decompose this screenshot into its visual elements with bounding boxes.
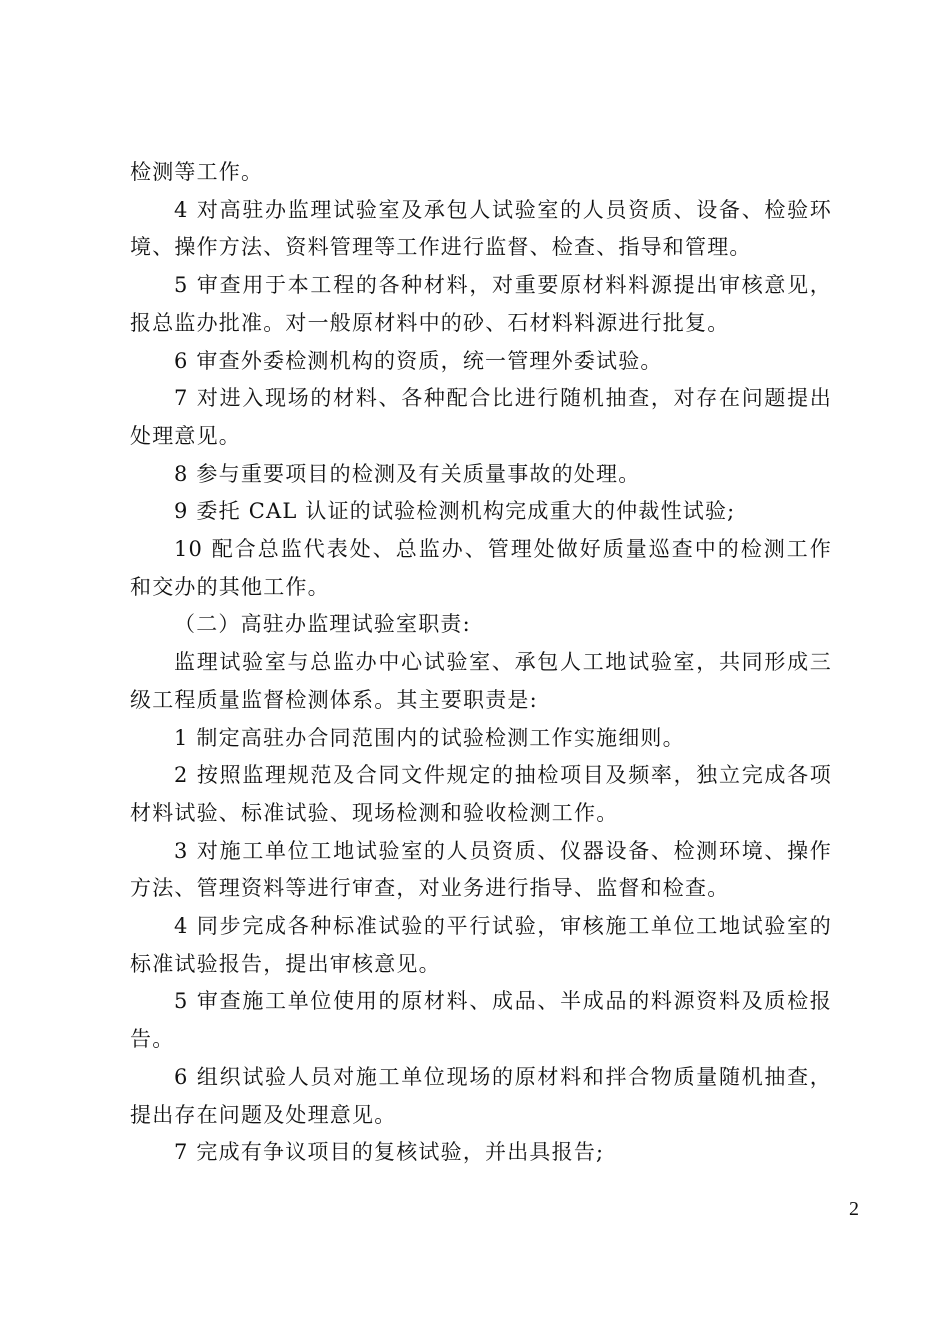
paragraph-duty-1: 1 制定高驻办合同范围内的试验检测工作实施细则。 <box>174 725 685 750</box>
paragraph-duty-2: 2 按照监理规范及合同文件规定的抽检项目及频率，独立完成各项材料试验、标准试验、现场检测和验收检测工作。 <box>130 763 832 825</box>
paragraph-item-9: 9 委托 CAL 认证的试验检测机构完成重大的仲裁性试验; <box>174 499 736 524</box>
paragraph-duty-6: 6 组织试验人员对施工单位现场的原材料和拌合物质量随机抽查，提出存在问题及处理意见。 <box>130 1064 832 1127</box>
section-heading: （二）高驻办监理试验室职责: <box>174 612 471 637</box>
paragraph-item-10: 10 配合总监代表处、总监办、管理处做好质量巡查中的检测工作和交办的其他工作。 <box>130 537 832 599</box>
paragraph-duty-7: 7 完成有争议项目的复核试验，并出具报告; <box>174 1140 605 1165</box>
paragraph-item-4: 4 对高驻办监理试验室及承包人试验室的人员资质、设备、检验环境、操作方法、资料管理等工作进行监督、检查、指导和管理。 <box>130 197 832 260</box>
body-text <box>130 154 832 1172</box>
paragraph-duty-5: 5 审查施工单位使用的原材料、成品、半成品的料源资料及质检报告。 <box>130 989 832 1052</box>
paragraph-item-5: 5 审查用于本工程的各种材料，对重要原材料料源提出审核意见，报总监办批准。对一般原材料中的砂、石材料料源进行批复。 <box>130 273 832 335</box>
paragraph-item-8: 8 参与重要项目的检测及有关质量事故的处理。 <box>174 461 641 486</box>
paragraph-item-7: 7 对进入现场的材料、各种配合比进行随机抽查，对存在问题提出处理意见。 <box>130 386 832 448</box>
paragraph-item-6: 6 审查外委检测机构的资质，统一管理外委试验。 <box>174 348 663 373</box>
paragraph-intro: 监理试验室与总监办中心试验室、承包人工地试验室，共同形成三级工程质量监督检测体系。其主要职责是: <box>130 650 832 712</box>
paragraph-duty-4: 4 同步完成各种标准试验的平行试验，审核施工单位工地试验室的标准试验报告，提出审核意见。 <box>130 914 832 976</box>
paragraph-duty-3: 3 对施工单位工地试验室的人员资质、仪器设备、检测环境、操作方法、管理资料等进行审查，对业务进行指导、监督和检查。 <box>130 838 832 901</box>
page-number: 2 <box>849 1198 859 1220</box>
paragraph-continuation: 检测等工作。 <box>130 160 264 184</box>
